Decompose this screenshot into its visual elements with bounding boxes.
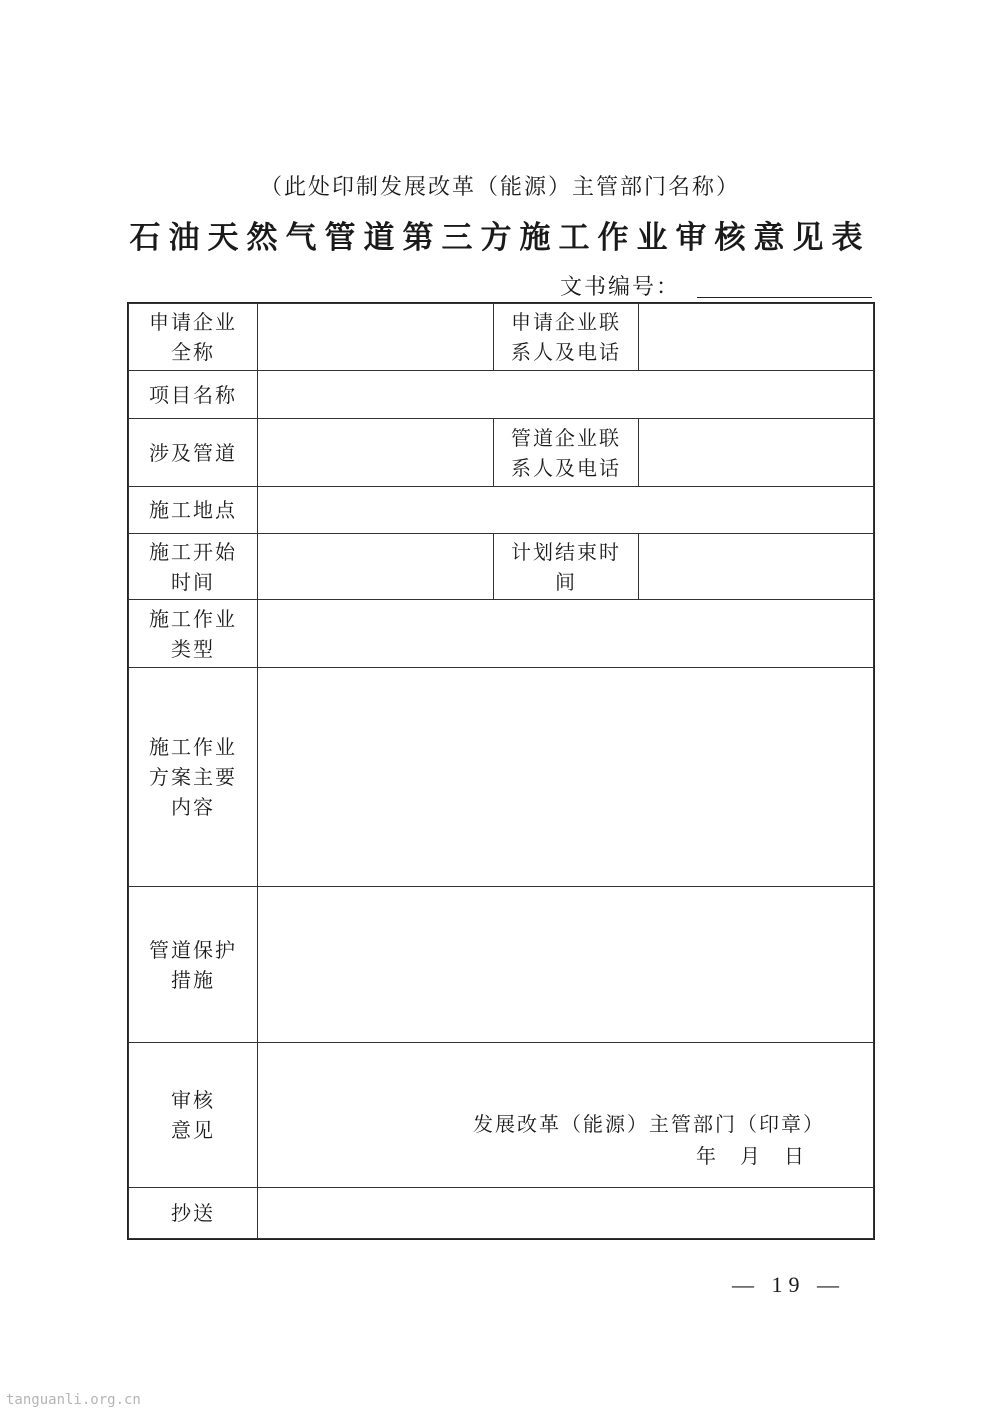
row-project: [129, 371, 874, 419]
row-protection: [129, 887, 874, 1043]
work-type-label: 施工作业类型: [129, 600, 258, 668]
row-review: [129, 1043, 874, 1188]
cc-field[interactable]: [258, 1188, 874, 1239]
end-time-label: 计划结束时间: [494, 534, 639, 600]
pipeline-contact-field[interactable]: [639, 419, 874, 487]
page-number: — 19 —: [732, 1272, 845, 1297]
row-work-type: [129, 600, 874, 668]
start-time-label: 施工开始时间: [129, 534, 258, 600]
applicant-contact-label: 申请企业联系人及电话: [494, 304, 639, 371]
watermark: tanguanli.org.cn: [6, 1392, 141, 1408]
applicant-name-field[interactable]: [258, 304, 494, 371]
review-field[interactable]: [258, 1043, 874, 1188]
row-time: [129, 534, 874, 600]
doc-number-label: 文书编号：: [560, 275, 681, 300]
start-time-field[interactable]: [258, 534, 494, 600]
review-signature: 发展改革（能源）主管部门（印章）: [473, 1112, 825, 1136]
row-site: [129, 487, 874, 534]
review-form-table: [128, 303, 874, 1239]
applicant-contact-field[interactable]: [639, 304, 874, 371]
pipeline-field[interactable]: [258, 419, 494, 487]
work-type-field[interactable]: [258, 600, 874, 668]
protection-field[interactable]: [258, 887, 874, 1043]
site-label: 施工地点: [129, 487, 258, 534]
plan-label: 施工作业方案主要内容: [129, 668, 258, 887]
pipeline-label: 涉及管道: [129, 419, 258, 487]
project-name-label: 项目名称: [129, 371, 258, 419]
review-label: 审核意见: [129, 1043, 258, 1188]
review-date: 年 月 日: [696, 1144, 806, 1168]
row-cc: [129, 1188, 874, 1239]
applicant-name-label: 申请企业全称: [129, 304, 258, 371]
doc-number-line: [697, 297, 872, 298]
protection-label: 管道保护措施: [129, 887, 258, 1043]
pipeline-contact-label: 管道企业联系人及电话: [494, 419, 639, 487]
end-time-field[interactable]: [639, 534, 874, 600]
doc-number: [560, 270, 873, 300]
project-name-field[interactable]: [258, 371, 874, 419]
plan-field[interactable]: [258, 668, 874, 887]
form-title: 石油天然气管道第三方施工作业审核意见表: [129, 220, 871, 256]
cc-label: 抄送: [129, 1188, 258, 1239]
row-applicant: [129, 304, 874, 371]
row-pipeline: [129, 419, 874, 487]
header-department-name: （此处印制发展改革（能源）主管部门名称）: [259, 175, 740, 200]
row-plan: [129, 668, 874, 887]
site-field[interactable]: [258, 487, 874, 534]
